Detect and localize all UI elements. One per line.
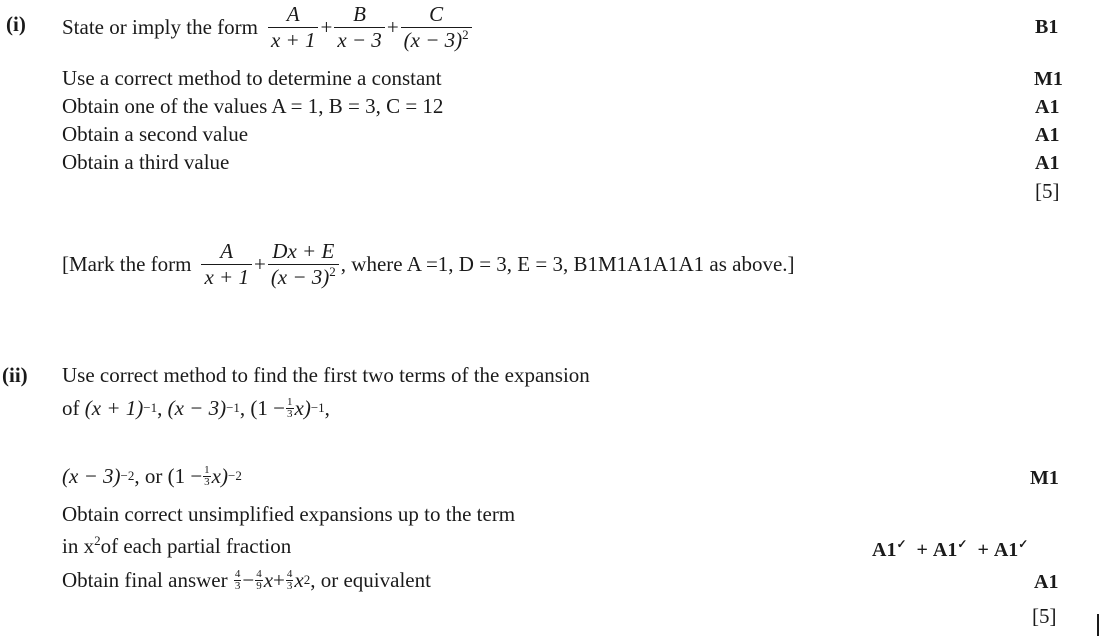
fraction-a: $\frac{A}{x + 1}$ <box>268 4 319 51</box>
check-icon: ✓ <box>1018 537 1029 551</box>
part-ii-line1: Use correct method to find the first two terms of the expansion <box>62 363 590 387</box>
check-icon: ✓ <box>896 537 907 551</box>
part-ii-line4: in $x^2of$ each partial fraction <box>62 533 292 558</box>
part-ii-label: (ii) <box>2 363 28 387</box>
mark-a1-step2: A1 <box>1035 96 1060 118</box>
mark-m1-part-ii: M1 <box>1030 467 1059 489</box>
mark-m1-step1: M1 <box>1034 68 1063 90</box>
alt-form-suffix: , where A =1, D = 3, E = 3, B1M1A1A1A1 as above.] <box>340 251 795 276</box>
step-4-text: Obtain a third value <box>62 150 230 174</box>
mark-a1-step3: A1 <box>1035 124 1060 146</box>
state-form-prefix: State or imply the form <box>62 14 258 39</box>
state-form-line: State or imply the form $\frac{A}{x + 1}$ + $\frac{B}{x - 3}$ + $\frac{C}{(x - 3)^2}$ <box>62 2 474 52</box>
alt-form-line: [Mark the form $\frac{A}{x + 1}$ + $\frac{Dx + E}{(x - 3)^2}$ , where A =1, D = 3, E = 3, B1M1A1A1A1 as above.] <box>62 238 795 289</box>
part-ii-terms-line: of (x + 1) −1 , (x − 3) −1 , (1 − $\frac{1}{3}$ x) −1 , <box>62 395 330 420</box>
part-i-label: (i) <box>6 12 26 36</box>
fraction-b: $\frac{B}{x - 3}$ <box>334 4 385 51</box>
fraction-c: $\frac{C}{(x - 3)^2}$ <box>401 4 472 51</box>
part-ii-squared-terms: (x − 3) −2 , or (1 − $\frac{1}{3}$ x) −2 <box>62 463 242 488</box>
mark-a1-followthrough: A1✓ + A1✓ + A1✓ <box>872 537 1029 561</box>
alt-fraction-a: $\frac{A}{x + 1}$ <box>201 241 252 288</box>
step-2-text: Obtain one of the values A = 1, B = 3, C = 12 <box>62 94 444 118</box>
step-3-text: Obtain a second value <box>62 122 249 146</box>
alt-form-prefix: [Mark the form <box>62 251 192 276</box>
mark-b1: B1 <box>1035 16 1059 38</box>
alt-fraction-de: $\frac{Dx + E}{(x - 3)^2}$ <box>268 241 339 288</box>
part-ii-total: [5] <box>1032 604 1057 628</box>
text-cursor <box>1097 614 1099 636</box>
check-icon: ✓ <box>957 537 968 551</box>
part-i-total: [5] <box>1035 179 1060 203</box>
final-answer-line: Obtain final answer $\frac{4}{3}$ − $\frac{4}{9}$ x + $\frac{4}{3}$ x 2 , or equivalent <box>62 567 431 592</box>
mark-a1-final: A1 <box>1034 571 1059 593</box>
mark-a1-step4: A1 <box>1035 152 1060 174</box>
part-ii-line3: Obtain correct unsimplified expansions up to the term <box>62 502 516 526</box>
step-1-text: Use a correct method to determine a constant <box>62 66 442 90</box>
